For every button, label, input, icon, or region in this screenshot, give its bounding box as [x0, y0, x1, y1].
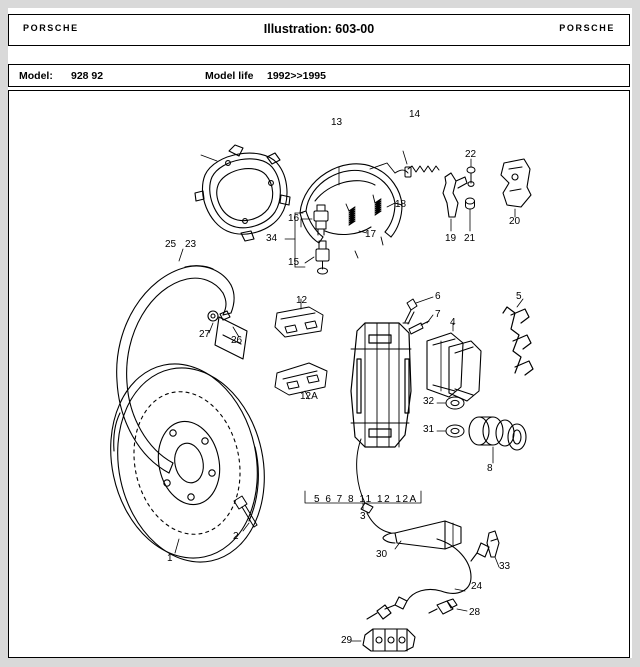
callout-21: 21 [464, 233, 476, 244]
callout-33: 33 [499, 561, 511, 572]
part-20-bracket [501, 159, 531, 207]
part-15-adjuster-screw [316, 241, 329, 274]
callout-19: 19 [445, 233, 457, 244]
brake-assembly-drawing [9, 91, 629, 657]
group-callout-label: 5 6 7 8 11 12 12A [314, 494, 418, 505]
part-6-7-bleed-screw [403, 299, 429, 334]
part-33-clip [487, 531, 499, 557]
part-2-screw [234, 496, 257, 527]
callout-5: 5 [516, 291, 522, 302]
page-right-gutter [632, 0, 640, 667]
callout-27: 27 [199, 329, 211, 340]
part-13-brake-shoe [300, 164, 402, 243]
part-17-spring [346, 204, 358, 258]
callout-15: 15 [288, 257, 300, 268]
callout-6: 6 [435, 291, 441, 302]
callout-29: 29 [341, 635, 353, 646]
callout-18: 18 [395, 199, 407, 210]
callout-34: 34 [266, 233, 278, 244]
callout-17: 17 [365, 229, 377, 240]
part-32-seal [446, 397, 464, 409]
callout-1: 1 [167, 553, 173, 564]
callout-13: 13 [331, 117, 343, 128]
callout-22: 22 [465, 149, 477, 160]
callout-14: 14 [409, 109, 421, 120]
page-left-gutter [0, 0, 8, 667]
porsche-logo-left: PORSCHE [23, 23, 79, 33]
callout-32: 32 [423, 396, 435, 407]
part-1-brake-disc [93, 350, 282, 576]
callout-28: 28 [469, 607, 481, 618]
porsche-logo-right: PORSCHE [559, 23, 615, 33]
part-14-spring-pin [370, 151, 439, 177]
part-5-retaining-spring [503, 307, 533, 375]
callout-20: 20 [509, 216, 521, 227]
model-value: 928 92 [71, 70, 104, 82]
part-31-seal [446, 425, 464, 437]
callout-12: 12 [296, 295, 308, 306]
callout-30: 30 [376, 549, 388, 560]
part-3-brake-caliper [351, 323, 411, 447]
part-19-lever [443, 173, 467, 217]
model-bar [8, 64, 630, 87]
callout-16: 16 [288, 213, 300, 224]
header-bar [8, 14, 630, 46]
page-top-strip [0, 0, 640, 8]
callout-7: 7 [435, 309, 441, 320]
callout-25: 25 [165, 239, 177, 250]
part-12-spring-clip [275, 307, 323, 337]
part-29-clamp [363, 629, 415, 651]
callout-4: 4 [450, 317, 456, 328]
part-21-bush [466, 198, 475, 209]
model-label: Model: [19, 70, 53, 82]
callout-23: 23 [185, 239, 197, 250]
page-title: Illustration: 603-00 [263, 22, 375, 36]
part-23-dust-shield [195, 145, 290, 241]
part-28-fitting [429, 599, 457, 614]
page-bottom-strip [0, 658, 640, 667]
part-25-splash-shield [117, 266, 234, 473]
callout-26: 26 [231, 335, 243, 346]
callout-31: 31 [423, 424, 435, 435]
callout-24: 24 [471, 581, 483, 592]
model-life-label: Model life [205, 70, 254, 82]
callout-3: 3 [360, 511, 366, 522]
callout-12A: 12A [300, 391, 318, 402]
model-life-value: 1992>>1995 [267, 70, 326, 82]
illustration-frame [8, 90, 630, 658]
part-4-brake-pads [427, 333, 481, 401]
callout-2: 2 [233, 531, 239, 542]
callout-8: 8 [487, 463, 493, 474]
part-8-pistons [469, 417, 526, 450]
part-22-pin [467, 167, 475, 186]
